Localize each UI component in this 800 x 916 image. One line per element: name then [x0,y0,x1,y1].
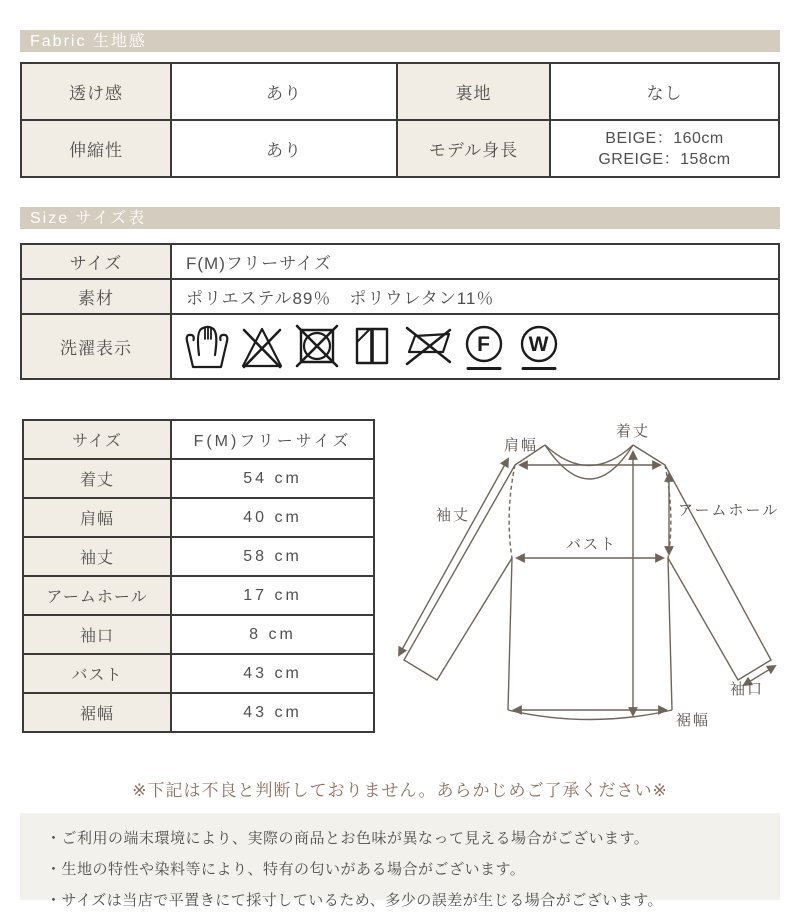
diagram-label-cuff: 袖口 [730,681,765,698]
measure-label: バスト [23,654,171,693]
do-not-tumble-dry-icon [294,321,340,373]
dry-clean-petroleum-icon [461,321,507,373]
measure-value: 54 cm [171,459,374,498]
table-row [21,279,779,314]
disclaimer-heading: ※下記は不良と判断しておりません。あらかじめご了承ください※ [132,781,668,800]
table-row [23,693,374,732]
diagram-label-body-length: 着丈 [616,423,651,440]
table-row [21,244,779,279]
table-row [23,654,374,693]
fabric-section-header: Fabric 生地感 [20,30,780,52]
measurements-table [22,419,375,733]
fabric-label-model-height: モデル身長 [397,120,550,177]
fabric-value-model-height [550,120,779,177]
measure-value: 40 cm [171,498,374,537]
care-symbols-row [172,321,777,373]
diagram-label-bust: バスト [566,536,618,553]
measure-label: 袖口 [23,615,171,654]
wet-clean-icon [516,321,562,373]
do-not-bleach-icon [239,321,285,373]
table-row [23,615,374,654]
note-item: ・サイズは当店で平置きにて採寸しているため、多少の誤差が生じる場合がございます。 [46,892,664,909]
measure-value: F(M)フリーサイズ [171,420,374,459]
diagram-label-shoulder-width: 肩幅 [504,437,539,454]
line-dry-in-shade-icon [349,321,395,373]
table-row [21,314,779,379]
model-height-beige: BEIGE：160cm [605,129,724,147]
measure-label: 袖丈 [23,537,171,576]
size-section-header: Size サイズ表 [20,207,780,229]
dry-clean-letter: F [477,332,491,356]
note-item: ・ご利用の端末環境により、実際の商品とお色味が異なって見える場合がございます。 [46,830,650,847]
wet-clean-letter: W [528,332,550,356]
table-row [23,576,374,615]
measure-value: 43 cm [171,693,374,732]
measure-value: 43 cm [171,654,374,693]
table-row [23,459,374,498]
table-row [23,498,374,537]
diagram-label-sleeve-length: 袖丈 [436,507,471,524]
fabric-label-lining: 裏地 [397,63,550,120]
measure-label: 着丈 [23,459,171,498]
measure-value: 58 cm [171,537,374,576]
material-label: 素材 [21,279,171,314]
measurement-arrows [399,452,775,715]
measure-value: 17 cm [171,576,374,615]
diagram-label-hem-width: 裾幅 [676,712,711,729]
garment-outline [404,445,771,720]
diagram-label-armhole: アームホール [678,502,780,519]
table-row [21,120,779,177]
model-height-greige: GREIGE：158cm [598,150,731,168]
fabric-value-lining: なし [550,63,779,120]
fabric-label-sheerness: 透け感 [21,63,171,120]
table-row [23,420,374,459]
fabric-value-sheerness: あり [171,63,397,120]
fabric-label-stretch: 伸縮性 [21,120,171,177]
hand-wash-icon [184,321,230,373]
measure-label: サイズ [23,420,171,459]
table-row [23,537,374,576]
fabric-table [20,62,780,178]
size-info-table [20,243,780,380]
size-value: F(M)フリーサイズ [171,244,779,279]
size-label: サイズ [21,244,171,279]
do-not-wring-icon [404,321,452,373]
note-item: ・生地の特性や染料等により、特有の匂いがある場合がございます。 [46,861,526,878]
measure-label: アームホール [23,576,171,615]
notes-box [20,813,780,909]
measure-label: 肩幅 [23,498,171,537]
measure-value: 8 cm [171,615,374,654]
care-symbols-cell [171,314,779,379]
care-label: 洗濯表示 [21,314,171,379]
material-value: ポリエステル89％ ポリウレタン11％ [171,279,779,314]
fabric-value-stretch: あり [171,120,397,177]
garment-measurement-diagram [378,412,800,747]
measure-label: 裾幅 [23,693,171,732]
table-row [21,63,779,120]
